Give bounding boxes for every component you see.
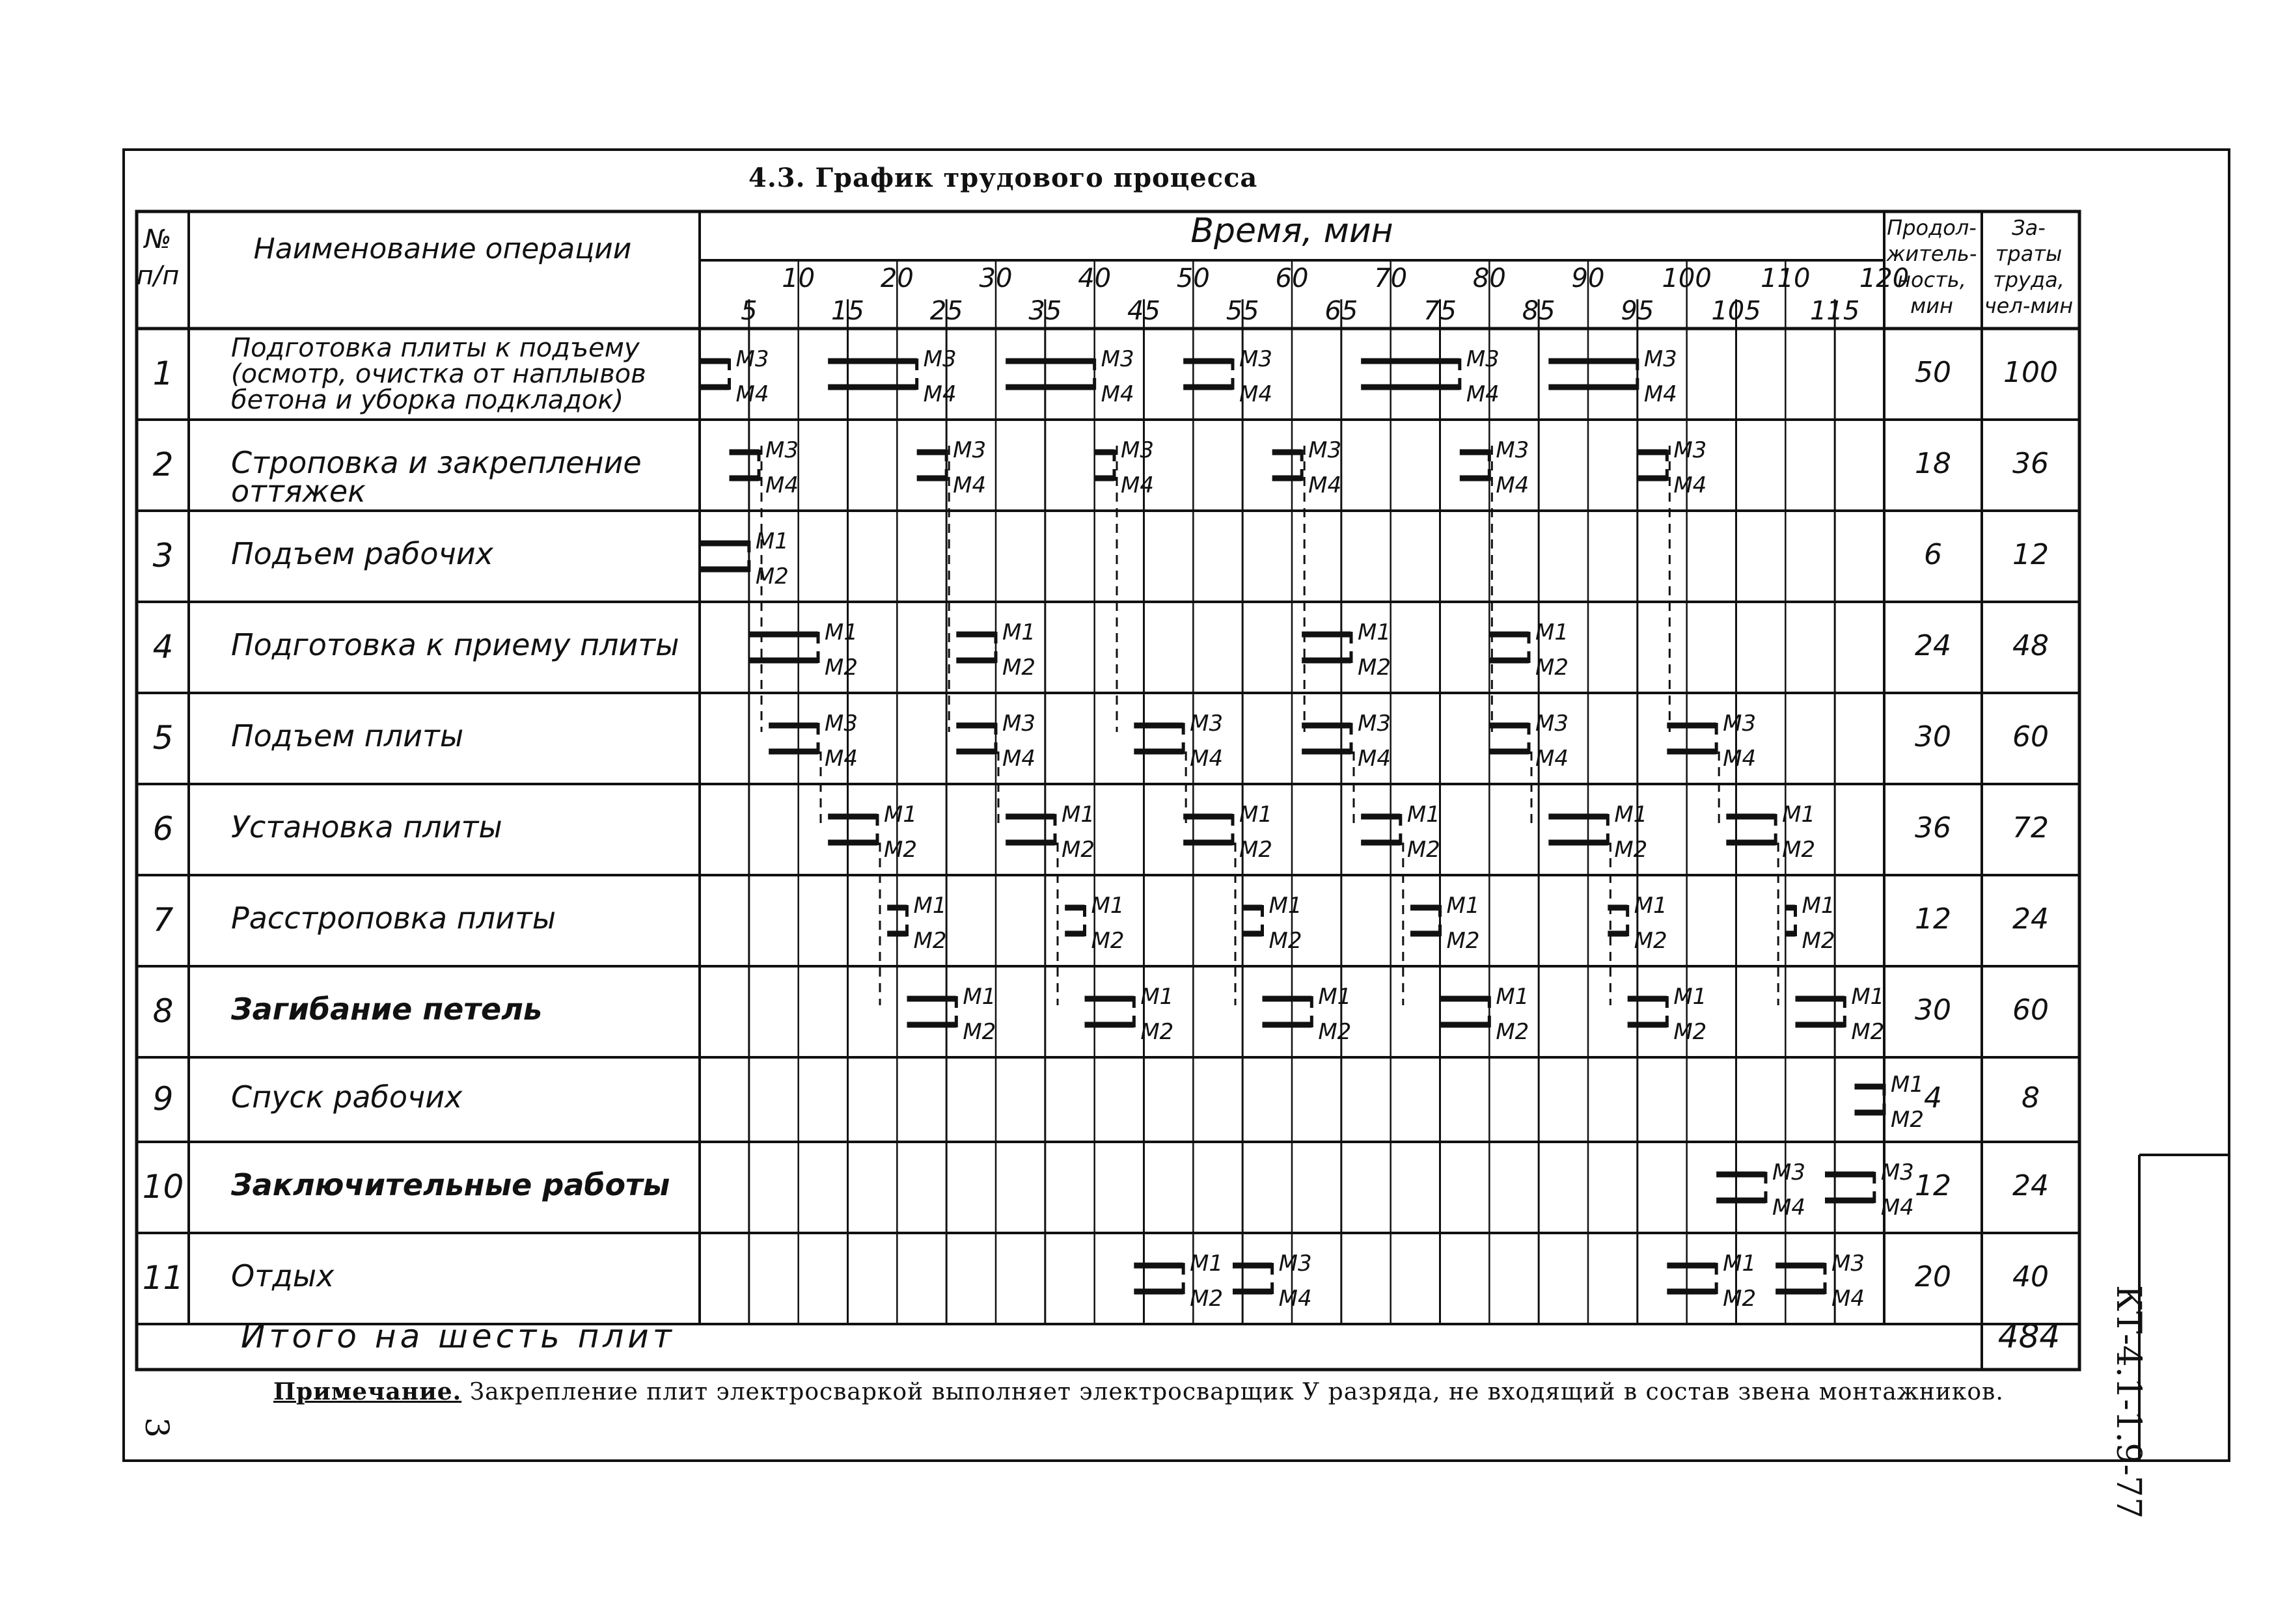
- gantt-bar: [1667, 1263, 1716, 1294]
- cost-value: 60: [2012, 994, 2049, 1027]
- worker-label: М3: [1101, 346, 1134, 372]
- worker-label: М1: [1268, 893, 1302, 919]
- gantt-bar: [1242, 905, 1262, 936]
- gantt-bar: [1263, 996, 1312, 1027]
- tick-label-top: 80: [1472, 264, 1506, 293]
- worker-label: М4: [1723, 746, 1757, 772]
- tick-label-top: 20: [880, 264, 914, 293]
- page-title: 4.3. График трудового процесса: [748, 163, 1258, 193]
- worker-label: М4: [1831, 1286, 1865, 1312]
- worker-label: М1: [1358, 619, 1391, 645]
- operation-name: Подъем рабочих: [231, 536, 493, 571]
- gantt-bar: [1006, 814, 1055, 845]
- gantt-bar: [907, 996, 957, 1027]
- row-number: 11: [142, 1259, 184, 1297]
- worker-label: М2: [1358, 655, 1391, 681]
- worker-label: М2: [1891, 1107, 1924, 1133]
- duration-value: 50: [1915, 356, 1951, 389]
- worker-label: М2: [1614, 837, 1648, 863]
- worker-label: М1: [1673, 984, 1707, 1010]
- gantt-bar: [1361, 814, 1401, 845]
- cost-value: 72: [2012, 811, 2049, 845]
- header-cost: За-траты труда, чел-мин: [1984, 215, 2074, 318]
- operation-name: Подготовка к приему плиты: [231, 627, 679, 662]
- row-number: 8: [152, 992, 174, 1030]
- gantt-bar: [1302, 632, 1351, 663]
- worker-label: М2: [1851, 1019, 1885, 1045]
- tick-label-bottom: 65: [1324, 296, 1358, 326]
- operation-name: Загибание петель: [231, 992, 542, 1027]
- worker-label: М3: [953, 437, 987, 463]
- worker-label: М4: [1358, 746, 1391, 772]
- worker-label: М4: [1239, 381, 1272, 407]
- gantt-bar: [1134, 1263, 1183, 1294]
- worker-label: М2: [963, 1019, 996, 1045]
- operation-name: Отдых: [231, 1258, 335, 1293]
- cost-value: 24: [2012, 902, 2049, 936]
- tick-label-bottom: 95: [1621, 296, 1654, 326]
- worker-label: М3: [1673, 437, 1707, 463]
- gantt-bar: [1183, 814, 1233, 845]
- tick-label-top: 40: [1078, 264, 1112, 293]
- worker-label: М3: [825, 710, 858, 737]
- worker-label: М2: [1268, 928, 1302, 954]
- gantt-bar: [917, 450, 947, 481]
- operation-name: Спуск рабочих: [231, 1079, 463, 1115]
- tick-label-bottom: 115: [1809, 296, 1860, 326]
- worker-label: М2: [1782, 837, 1816, 863]
- gantt-bar: [1667, 723, 1716, 754]
- gantt-bar: [1065, 905, 1084, 936]
- worker-label: М2: [755, 563, 789, 589]
- gantt-bar: [1489, 632, 1529, 663]
- tick-label-top: 120: [1859, 264, 1910, 293]
- worker-label: М1: [1002, 619, 1035, 645]
- gantt-bar: [1548, 814, 1608, 845]
- page-number: 3: [137, 1417, 176, 1438]
- worker-label: М1: [825, 619, 858, 645]
- tick-label-bottom: 55: [1226, 296, 1259, 326]
- footnote-label: Примечание.: [273, 1378, 462, 1405]
- cost-value: 100: [2003, 356, 2058, 389]
- tick-label-bottom: 15: [831, 296, 864, 326]
- tick-label-bottom: 35: [1028, 296, 1062, 326]
- footnote: [273, 1378, 2004, 1405]
- worker-label: М2: [1446, 928, 1480, 954]
- worker-label: М4: [1308, 472, 1342, 498]
- worker-label: М2: [884, 837, 917, 863]
- worker-label: М4: [1190, 746, 1224, 772]
- worker-label: М3: [1239, 346, 1272, 372]
- worker-label: М3: [1723, 710, 1757, 737]
- worker-label: М1: [1091, 893, 1125, 919]
- row-number: 2: [152, 446, 174, 483]
- worker-label: М1: [884, 802, 917, 828]
- tick-label-bottom: 85: [1522, 296, 1556, 326]
- gantt-bar: [1440, 996, 1490, 1027]
- worker-label: М3: [735, 346, 769, 372]
- worker-label: М3: [1831, 1251, 1865, 1277]
- gantt-bar: [828, 814, 877, 845]
- gantt-bar: [828, 359, 917, 390]
- row-number: 4: [152, 628, 174, 666]
- gantt-bar: [1233, 1263, 1272, 1294]
- header-no: № п/п: [136, 224, 180, 291]
- worker-label: М1: [913, 893, 947, 919]
- worker-label: М1: [1614, 802, 1648, 828]
- gantt-bar: [1006, 359, 1095, 390]
- worker-label: М2: [1140, 1019, 1174, 1045]
- gantt-bar: [1638, 450, 1667, 481]
- gantt-bar: [1183, 359, 1233, 390]
- tick-label-bottom: 5: [741, 296, 758, 326]
- duration-value: 6: [1924, 538, 1942, 571]
- gantt-bar: [700, 541, 749, 572]
- worker-label: М4: [735, 381, 769, 407]
- duration-value: 36: [1915, 811, 1951, 845]
- worker-label: М3: [1643, 346, 1677, 372]
- worker-label: М1: [1140, 984, 1174, 1010]
- worker-label: М2: [1802, 928, 1835, 954]
- row-number: 6: [152, 810, 174, 848]
- cost-value: 48: [2012, 629, 2049, 662]
- worker-label: М3: [923, 346, 957, 372]
- duration-value: 30: [1915, 994, 1951, 1027]
- gantt-bar: [1361, 359, 1460, 390]
- worker-label: М1: [755, 528, 789, 554]
- worker-label: М1: [1446, 893, 1480, 919]
- row-number: 9: [152, 1080, 174, 1118]
- worker-label: М3: [1535, 710, 1569, 737]
- duration-value: 12: [1915, 902, 1951, 936]
- gantt-bar: [749, 632, 818, 663]
- worker-label: М3: [1772, 1159, 1805, 1185]
- worker-label: М3: [765, 437, 799, 463]
- document-code: КТ-4.1-1.9-77: [2109, 1285, 2148, 1519]
- worker-label: М1: [963, 984, 996, 1010]
- duration-value: 12: [1915, 1169, 1951, 1202]
- worker-label: М2: [1634, 928, 1667, 954]
- cost-value: 40: [2012, 1260, 2049, 1293]
- worker-label: М4: [825, 746, 858, 772]
- worker-label: М2: [1318, 1019, 1352, 1045]
- worker-label: М3: [1308, 437, 1342, 463]
- worker-label: М1: [1851, 984, 1885, 1010]
- tick-label-bottom: 45: [1127, 296, 1160, 326]
- tick-label-top: 30: [979, 264, 1013, 293]
- gantt-bar: [956, 723, 996, 754]
- tick-label-top: 60: [1275, 264, 1309, 293]
- row-number: 3: [152, 537, 174, 575]
- worker-label: М3: [1190, 710, 1224, 737]
- gantt-bar: [1272, 450, 1302, 481]
- tick-label-top: 10: [782, 264, 816, 293]
- worker-label: М3: [1880, 1159, 1914, 1185]
- worker-label: М4: [1880, 1195, 1914, 1221]
- worker-label: М4: [1002, 746, 1035, 772]
- cost-value: 12: [2012, 538, 2049, 571]
- tick-label-bottom: 25: [929, 296, 963, 326]
- gantt-bar: [956, 632, 996, 663]
- row-number: 10: [142, 1168, 184, 1206]
- operation-name: Подъем плиты: [231, 718, 464, 753]
- worker-label: М3: [1358, 710, 1391, 737]
- operation-name: Заключительные работы: [231, 1167, 670, 1202]
- duration-value: 24: [1915, 629, 1951, 662]
- header-duration: Продол-житель-ность, мин: [1886, 215, 1977, 318]
- worker-label: М1: [1406, 802, 1440, 828]
- worker-label: М2: [1002, 655, 1035, 681]
- gantt-bar: [730, 450, 760, 481]
- worker-label: М1: [1802, 893, 1835, 919]
- worker-label: М2: [1239, 837, 1272, 863]
- gantt-bar: [1628, 996, 1667, 1027]
- worker-label: М4: [1772, 1195, 1805, 1221]
- worker-label: М4: [1673, 472, 1707, 498]
- tick-label-bottom: 105: [1711, 296, 1761, 326]
- cost-value: 8: [2022, 1081, 2040, 1115]
- duration-value: 30: [1915, 720, 1951, 753]
- worker-label: М4: [765, 472, 799, 498]
- gantt-bar: [769, 723, 818, 754]
- worker-label: М4: [923, 381, 957, 407]
- worker-label: М4: [1466, 381, 1500, 407]
- gantt-bar: [1785, 905, 1795, 936]
- gantt-bar: [1716, 1172, 1766, 1203]
- worker-label: М1: [1496, 984, 1529, 1010]
- gantt-bar: [1489, 723, 1529, 754]
- gantt-bar: [1548, 359, 1638, 390]
- tick-label-top: 70: [1374, 264, 1408, 293]
- duration-value: 4: [1924, 1081, 1942, 1115]
- worker-label: М4: [1643, 381, 1677, 407]
- gantt-bar: [1855, 1084, 1885, 1115]
- gantt-bar: [1134, 723, 1183, 754]
- worker-label: М2: [1062, 837, 1095, 863]
- cost-value: 24: [2012, 1169, 2049, 1202]
- worker-label: М2: [825, 655, 858, 681]
- total-label: Итого на шесть плит: [241, 1318, 676, 1355]
- worker-label: М2: [1091, 928, 1125, 954]
- worker-label: М4: [1121, 472, 1154, 498]
- header-time: Время, мин: [1190, 211, 1393, 250]
- worker-label: М2: [1723, 1286, 1757, 1312]
- worker-label: М2: [1673, 1019, 1707, 1045]
- worker-label: М2: [1535, 655, 1569, 681]
- worker-label: М1: [1782, 802, 1816, 828]
- row-number: 5: [152, 719, 174, 757]
- operation-name: Расстроповка плиты: [231, 900, 556, 936]
- worker-label: М3: [1002, 710, 1035, 737]
- worker-label: М2: [1190, 1286, 1224, 1312]
- footnote-text: Закрепление плит электросваркой выполняет электросварщик У разряда, не входящий в состав звена монтажников.: [461, 1379, 2004, 1405]
- tick-label-bottom: 75: [1423, 296, 1457, 326]
- header-name: Наименование операции: [253, 232, 632, 265]
- row-number: 7: [152, 901, 174, 939]
- worker-label: М1: [1723, 1251, 1757, 1277]
- gantt-bar: [1410, 905, 1440, 936]
- worker-label: М4: [1278, 1286, 1312, 1312]
- operation-name: Подготовка плиты к подъему (осмотр, очистка от наплывов бетона и уборка подкладок): [231, 333, 646, 415]
- gantt-bar: [1085, 996, 1134, 1027]
- row-number: 1: [152, 355, 174, 392]
- worker-label: М1: [1190, 1251, 1224, 1277]
- tick-label-top: 100: [1662, 264, 1712, 293]
- worker-label: М1: [1891, 1072, 1924, 1098]
- worker-label: М4: [1101, 381, 1134, 407]
- gantt-bar: [700, 359, 730, 390]
- cost-value: 36: [2012, 447, 2049, 480]
- worker-label: М3: [1466, 346, 1500, 372]
- worker-label: М3: [1278, 1251, 1312, 1277]
- gantt-bar: [1775, 1263, 1825, 1294]
- worker-label: М2: [1496, 1019, 1529, 1045]
- duration-value: 18: [1915, 447, 1951, 480]
- tick-label-top: 90: [1571, 264, 1605, 293]
- worker-label: М1: [1318, 984, 1352, 1010]
- gantt-bar: [1095, 450, 1114, 481]
- worker-label: М4: [1496, 472, 1529, 498]
- operation-name: Установка плиты: [231, 809, 502, 845]
- worker-label: М1: [1062, 802, 1095, 828]
- worker-label: М3: [1121, 437, 1154, 463]
- gantt-bar: [1302, 723, 1351, 754]
- gantt-bar: [1726, 814, 1775, 845]
- worker-label: М3: [1496, 437, 1529, 463]
- worker-label: М1: [1634, 893, 1667, 919]
- gantt-bar: [1460, 450, 1490, 481]
- total-value: 484: [1997, 1318, 2061, 1355]
- cost-value: 60: [2012, 720, 2049, 753]
- operation-name: Строповка и закрепление оттяжек: [231, 445, 642, 509]
- duration-value: 20: [1915, 1260, 1951, 1293]
- worker-label: М2: [913, 928, 947, 954]
- tick-label-top: 110: [1761, 264, 1811, 293]
- worker-label: М4: [1535, 746, 1569, 772]
- tick-label-top: 50: [1176, 264, 1210, 293]
- worker-label: М1: [1239, 802, 1272, 828]
- worker-label: М4: [953, 472, 987, 498]
- worker-label: М2: [1406, 837, 1440, 863]
- gantt-bar: [1796, 996, 1845, 1027]
- gantt-bar: [1825, 1172, 1874, 1203]
- worker-label: М1: [1535, 619, 1569, 645]
